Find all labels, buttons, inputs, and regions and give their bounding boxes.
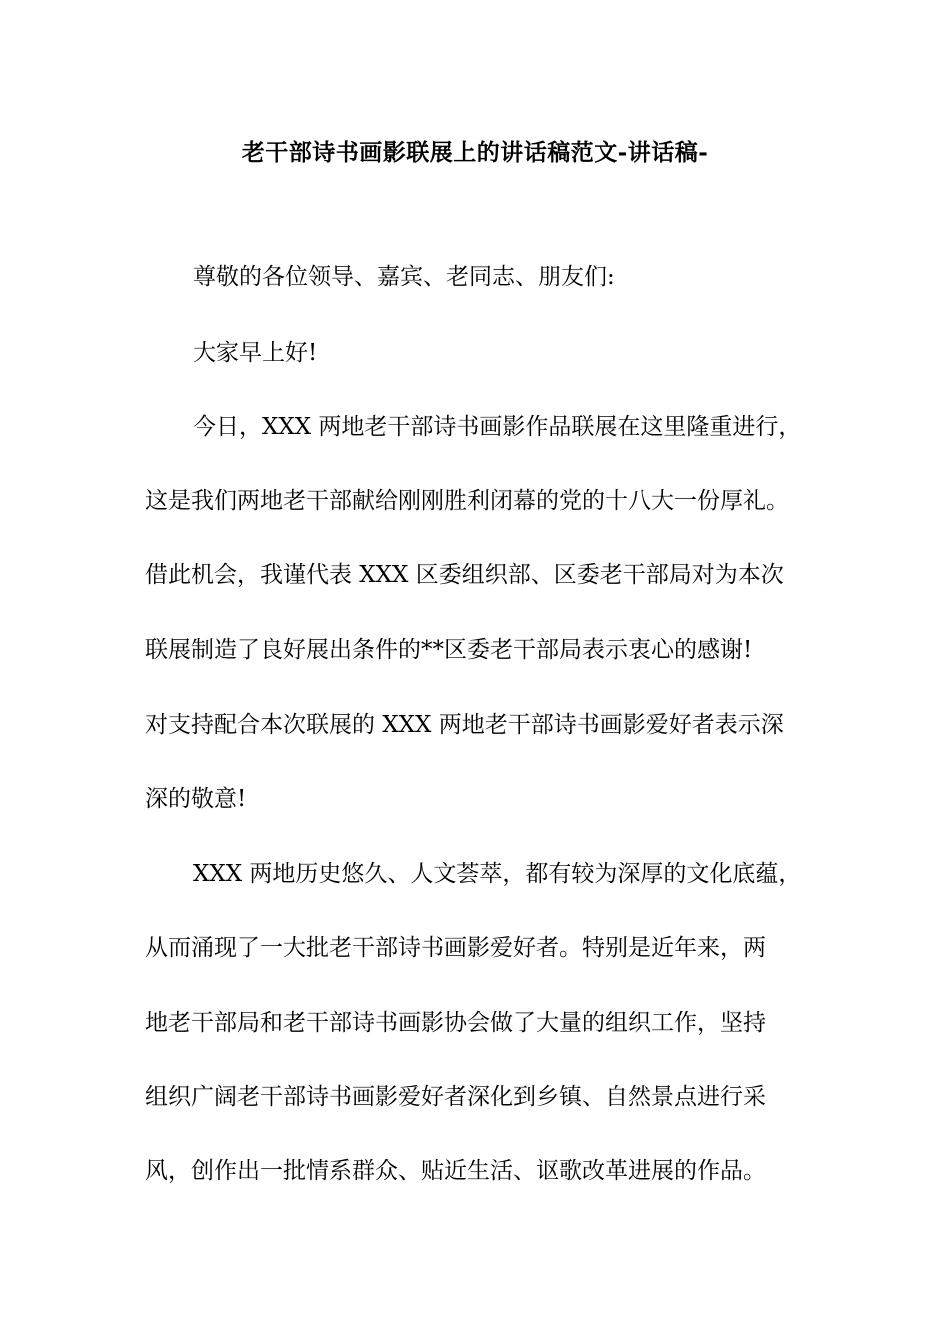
paragraph-line: 从而涌现了一大批老干部诗书画影爱好者。特别是近年来，两: [145, 935, 766, 961]
paragraph-line: 组织广阔老干部诗书画影爱好者深化到乡镇、自然景点进行采: [145, 1084, 766, 1110]
paragraph-line: 深的敬意!: [145, 786, 247, 812]
paragraph-line: 这是我们两地老干部献给刚刚胜利闭幕的党的十八大一份厚礼。: [145, 488, 789, 514]
salutation-line: 尊敬的各位领导、嘉宾、老同志、朋友们:: [193, 264, 615, 290]
greeting-line: 大家早上好!: [193, 340, 318, 366]
paragraph-line: 地老干部局和老干部诗书画影协会做了大量的组织工作，坚持: [145, 1010, 766, 1036]
paragraph-line: 今日，XXX 两地老干部诗书画影作品联展在这里隆重进行，: [193, 414, 802, 440]
paragraph-line: 风，创作出一批情系群众、贴近生活、讴歌改革进展的作品。: [145, 1158, 766, 1184]
document-title: 老干部诗书画影联展上的讲话稿范文-讲话稿-: [241, 139, 709, 166]
paragraph-line: 对支持配合本次联展的 XXX 两地老干部诗书画影爱好者表示深: [145, 712, 784, 738]
paragraph-line: 借此机会，我谨代表 XXX 区委组织部、区委老干部局对为本次: [145, 562, 784, 588]
paragraph-line: 联展制造了良好展出条件的**区委老干部局表示衷心的感谢!: [145, 637, 753, 663]
paragraph-line: XXX 两地历史悠久、人文荟萃，都有较为深厚的文化底蕴，: [193, 861, 802, 887]
